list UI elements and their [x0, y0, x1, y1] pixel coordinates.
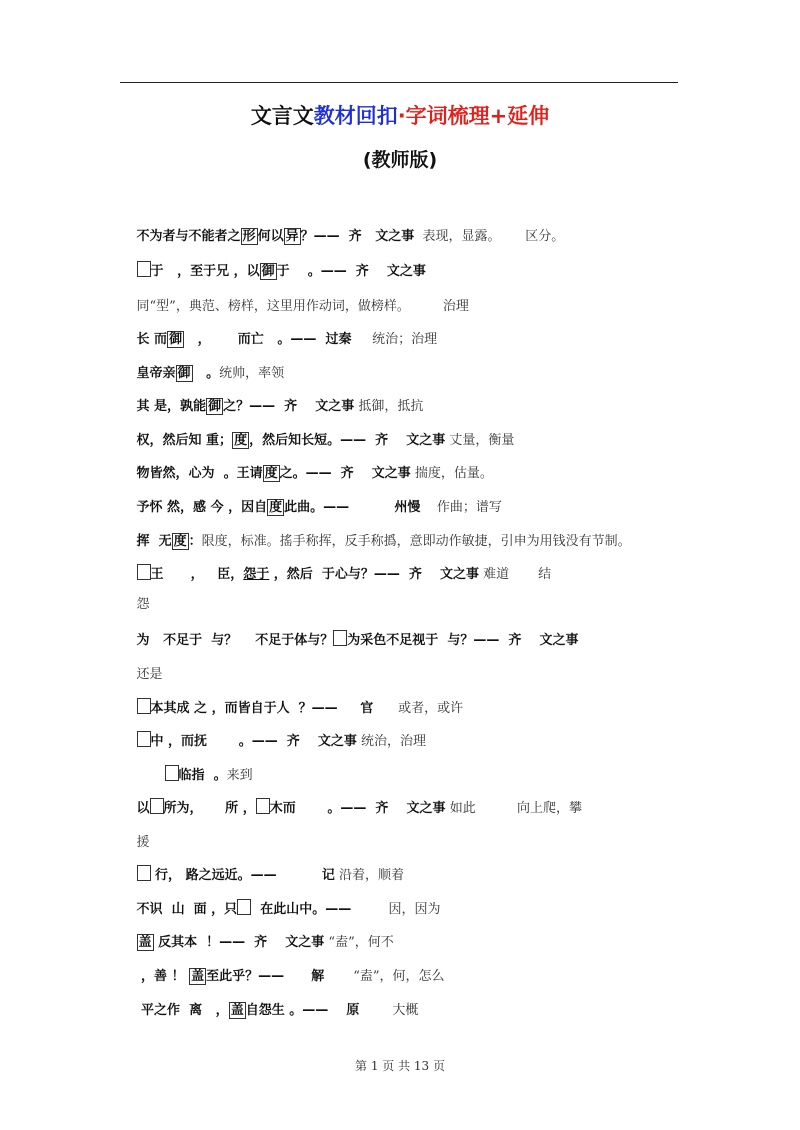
quote-text: 临指 。: [178, 768, 227, 783]
key-char: 御: [261, 264, 275, 279]
definition-text: 难道 结: [483, 567, 552, 582]
definition-text: 或者，或许: [398, 701, 464, 716]
key-char: 度: [264, 466, 278, 481]
definition-text: 限度，标准。搖手称挥，反手称撝，意即动作敏捷，引申为用钱没有节制。: [201, 534, 631, 549]
definition-text: 还是: [136, 667, 163, 682]
source-text: 木而 。—— 齐 文之事: [269, 801, 446, 816]
key-char: 御: [177, 366, 191, 381]
source-text: ，然后 于心与？—— 齐 文之事: [269, 567, 480, 582]
quote-text: 为 不足于 与？ 不足于体与？: [136, 633, 334, 648]
key-char: 盖: [230, 1003, 244, 1018]
header-rule: [120, 82, 678, 83]
source-text: 此曲。—— 州慢: [284, 500, 421, 515]
source-text: ， 而亡 。—— 过秦: [184, 332, 352, 347]
quote-text: 平之作 离 ，: [136, 1003, 229, 1018]
source-text: 至此乎？—— 解: [206, 969, 325, 984]
quote-text: 。: [192, 366, 220, 381]
source-text: 自怨生 。—— 原: [245, 1003, 360, 1018]
key-char: 御: [169, 332, 183, 347]
source-text: 为采色不足视于 与？—— 齐 文之事: [347, 633, 579, 648]
missing-char-box: [256, 798, 270, 814]
title-part-2: 教材回扣: [313, 104, 398, 128]
source-text: 之。—— 齐 文之事: [279, 466, 411, 481]
quote-text: ，善 ！: [136, 969, 190, 984]
source-text: 中 ，而抚 。—— 齐 文之事: [150, 734, 357, 749]
line-24: [120, 984, 720, 1034]
definition-text: 援: [136, 835, 150, 850]
definition-text: 丈量，衡量: [449, 433, 515, 448]
definition-text: “盍”，何，怎么: [353, 969, 445, 984]
missing-char-box: [165, 765, 179, 781]
key-char: 盖: [138, 935, 152, 950]
missing-char-box: [237, 899, 251, 915]
definition-text: 作曲；谱写: [436, 500, 502, 515]
key-char: 度: [269, 500, 283, 515]
quote-text: 王 ， 臣，: [150, 567, 244, 582]
quote-text: 于 ，至于兄 ，以: [150, 264, 260, 279]
key-char: 盖: [191, 969, 205, 984]
key-phrase: 怨于: [243, 567, 270, 582]
definition-text: 表现，显露。 区分。: [422, 229, 565, 244]
key-char: 度: [173, 534, 187, 549]
document-subtitle: (教师版): [362, 149, 438, 171]
source-text: ，然后知长短。—— 齐 文之事: [249, 433, 446, 448]
quote-text: ：: [188, 534, 202, 549]
quote-text: 不识 山 面 ，只: [136, 902, 238, 917]
title-part-3: ·字词梳理+延伸: [397, 104, 550, 128]
missing-char-box: [137, 261, 151, 277]
definition-text: 大概: [392, 1003, 419, 1018]
missing-char-box: [333, 630, 347, 646]
source-text: 本其成 之 ，而皆自于人 ？—— 官: [150, 701, 374, 716]
missing-char-box: [137, 698, 151, 714]
definition-text: 统帅，率领: [219, 366, 285, 381]
source-text: ？—— 齐 文之事: [300, 229, 415, 244]
definition-text: 因，因为: [388, 902, 441, 917]
definition-text: 如此 向上爬，攀: [449, 801, 583, 816]
document-title: [0, 100, 800, 130]
key-char: 御: [208, 399, 222, 414]
missing-char-box: [137, 865, 151, 881]
title-part-1: 文言文: [250, 104, 314, 128]
quote-text: 予怀 然，感 今 ，因自: [136, 500, 268, 515]
quote-text: 所为， 所 ，: [163, 801, 256, 816]
missing-char-box: [150, 798, 164, 814]
quote-text: 挥 无: [136, 534, 172, 549]
missing-char-box: [137, 731, 151, 747]
definition-text: “盍”，何不: [328, 935, 394, 950]
definition-text: 同“型”，典范、榜样，这里用作动词，做榜样。 治理: [136, 299, 469, 314]
definition-text: 来到: [226, 768, 253, 783]
definition-text: 怨: [136, 597, 150, 612]
definition-text: 统治；治理: [372, 332, 438, 347]
quote-text: 权，然后知 重；: [136, 433, 233, 448]
source-text: 在此山中。——: [251, 902, 352, 917]
quote-text: 长 而: [136, 332, 168, 347]
quote-text: 皇帝亲: [136, 366, 176, 381]
source-text: 于 。—— 齐 文之事: [276, 264, 426, 279]
quote-text: 物皆然，心为 。王请: [136, 466, 263, 481]
definition-text: 统治，治理: [361, 734, 427, 749]
quote-text: 何以: [257, 229, 284, 244]
source-text: 之？—— 齐 文之事: [223, 399, 355, 414]
quote-text: 不为者与不能者之: [136, 229, 241, 244]
page-footer: 第 1 页 共 13 页: [355, 1059, 445, 1073]
definition-text: 抵御，抵抗: [358, 399, 424, 414]
quote-text: 以: [136, 801, 150, 816]
key-char: 异: [285, 229, 299, 244]
definition-text: 揣度，估量。: [414, 466, 493, 481]
key-char: 形: [242, 229, 256, 244]
source-text: 反其本 ！—— 齐 文之事: [153, 935, 325, 950]
key-char: 度: [234, 433, 248, 448]
source-text: 行， 路之远近。—— 记: [150, 868, 335, 883]
quote-text: 其 是，孰能: [136, 399, 207, 414]
definition-text: 沿着，顺着: [338, 868, 404, 883]
